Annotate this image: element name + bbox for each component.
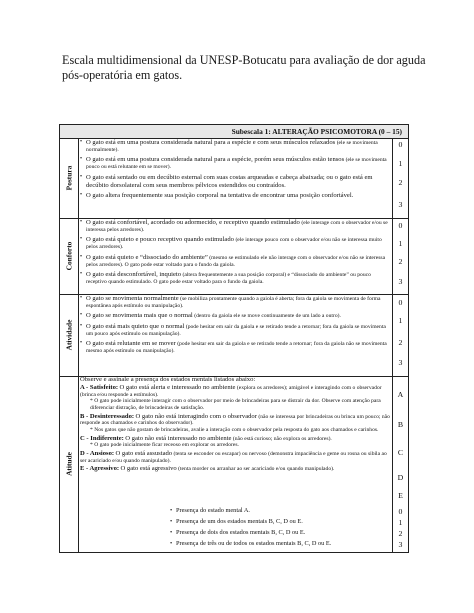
atividade-row — [60, 294, 408, 377]
atividade-item: • O gato se movimenta mais que o normal (dentro da gaiola ele se move continuamente de um lado a outro). — [80, 312, 392, 320]
state-a: A - Satisfeito: O gato está alerta e interessado no ambiente (explora os arredores); amigável e interagindo com o observador (brinca e/ou responde a estímulos). * O gato pode inicialmente interagir com o observador por meio de brincadeiras para se distrair da dor. Observe com atenção para diferenciar distração, de brincadeiras de satisfação. — [80, 383, 382, 412]
atividade-label: Atividade — [64, 319, 74, 351]
score: 3 — [398, 358, 403, 367]
state-letter: C — [397, 448, 404, 457]
postura-item: • O gato está em uma postura considerada natural para a espécie, porém seus músculos estão tensos (ele se movimenta pouco ou está relutante em se mover). — [80, 156, 392, 171]
score: 3 — [398, 540, 403, 549]
conforto-label: Conforto — [64, 241, 74, 271]
atividade-item: • O gato se movimenta normalmente (se mobiliza prontamente quando a gaiola é aberta; fora da gaiola se movimenta de forma espontânea após estímulo ou manipulação). — [80, 295, 392, 310]
conforto-item: • O gato está desconfortável, inquieto (altera frequentemente a sua posição corporal) e “dissociado do ambiente” ou pouco receptivo quando estimulado. O gato pode estar voltado para o fundo da gaiola. — [80, 271, 392, 286]
score: 2 — [398, 178, 403, 187]
postura-item: • O gato está em uma postura considerada natural para a espécie e com seus músculos relaxados (ele se movimenta normalmente). — [80, 139, 392, 154]
scale-table — [59, 124, 409, 553]
atitude-row — [60, 376, 408, 552]
atividade-item: • O gato está mais quieto que o normal (pode hesitar em sair da gaiola e se retirado tende a retornar; fora da gaiola se movimenta um pouco após estímulo ou manipulação). — [80, 323, 392, 338]
score: 1 — [398, 518, 403, 527]
postura-item: • O gato está sentado ou em decúbito esternal com suas costas arqueadas e cabeça abaixada; ou o gato está em decúbito dorsolateral com seus membros pélvicos estendidos ou contraídos. — [80, 174, 392, 190]
score: 2 — [398, 529, 403, 538]
postura-item: • O gato altera frequentemente sua posição corporal na tentativa de encontrar uma posição confortável. — [80, 192, 392, 200]
score: 2 — [398, 257, 403, 266]
score: 0 — [398, 298, 403, 307]
state-d: D - Ansioso: O gato está assustado (tenta se esconder ou escapar) ou nervoso (demonstra impaciência e geme ou rosna ou sibila ao ser acariciado e/ou quando manipulado). — [80, 449, 387, 464]
score: 3 — [398, 277, 403, 286]
postura-label-cell — [60, 138, 79, 218]
conforto-label-cell — [60, 218, 79, 294]
state-e: E - Agressivo: O gato está agressivo (tenta morder ou arranhar ao ser acariciado e/ou quando manipulado). — [80, 464, 335, 472]
state-b: B - Desinteressado: O gato não está interagindo com o observador (não se interessa por brincadeiras ou brinca um pouco; não responde aos chamados e carinhos do observador). * Nos gatos que não gostam de brincadeiras, avalie a interação com o observador pela resposta do gato aos chamados e carinhos. — [80, 412, 390, 434]
presence-item: • Presença de três ou de todos os estados mentais B, C, D ou E. — [170, 539, 380, 548]
score: 1 — [398, 316, 403, 325]
atividade-label-cell — [60, 294, 79, 376]
score: 0 — [398, 140, 403, 149]
postura-label: Postura — [64, 165, 74, 191]
postura-row — [60, 138, 408, 219]
subscale-title: Subescala 1: ALTERAÇÃO PSICOMOTORA (0 – 15) — [231, 127, 402, 136]
score: 0 — [398, 221, 403, 230]
atitude-intro: Observe e assinale a presença dos estados mentais listados abaixo: — [80, 376, 256, 383]
state-letter: A — [397, 390, 404, 399]
atitude-letters — [392, 376, 408, 552]
state-c: C - Indiferente: O gato não está interessado no ambiente (não está curioso; não explora os arredores). * O gato pode inicialmente ficar receoso em explorar os arredores. — [80, 434, 332, 449]
document-title: Escala multidimensional da UNESP-Botucatu para avaliação de dor aguda pós-operatória em gatos. — [62, 53, 426, 82]
state-letter: B — [397, 420, 404, 429]
conforto-item: • O gato está quieto e pouco receptivo quando estimulado (ele interage pouco com o observador e/ou não se interessa muito pelos arredores). — [80, 236, 392, 251]
state-letter: E — [398, 491, 403, 500]
atitude-label: Atitude — [64, 452, 74, 476]
atividade-scores — [392, 294, 408, 376]
atitude-label-cell — [60, 376, 79, 552]
presence-item: • Presença do estado mental A. — [170, 506, 380, 515]
conforto-row — [60, 218, 408, 295]
score: 2 — [398, 338, 403, 347]
conforto-item: • O gato está confortável, acordado ou adormecido, e receptivo quando estimulado (ele interage com o observador e/ou se interessa pelos arredores). — [80, 219, 392, 234]
score: 1 — [398, 159, 403, 168]
score: 3 — [398, 200, 403, 209]
conforto-scores — [392, 218, 408, 294]
postura-scores — [392, 138, 408, 218]
score: 0 — [398, 507, 403, 516]
state-letter: D — [397, 473, 404, 482]
atividade-item: • O gato está relutante em se mover (pode hesitar em sair da gaiola e se retirado tende a retornar; fora da gaiola não se movimenta mesmo após estímulo ou manipulação). — [80, 340, 392, 355]
score: 1 — [398, 239, 403, 248]
subscale-header — [60, 125, 408, 139]
conforto-item: • O gato está quieto e “dissociado do ambiente” (mesmo se estimulado ele não interage com o observador e/ou não se interessa pelos arredores). O gato pode estar voltado para o fundo da gaiola. — [80, 254, 392, 269]
presence-item: • Presença de dois dos estados mentais B, C, D ou E. — [170, 528, 380, 537]
presence-item: • Presença de um dos estados mentais B, C, D ou E. — [170, 517, 380, 526]
